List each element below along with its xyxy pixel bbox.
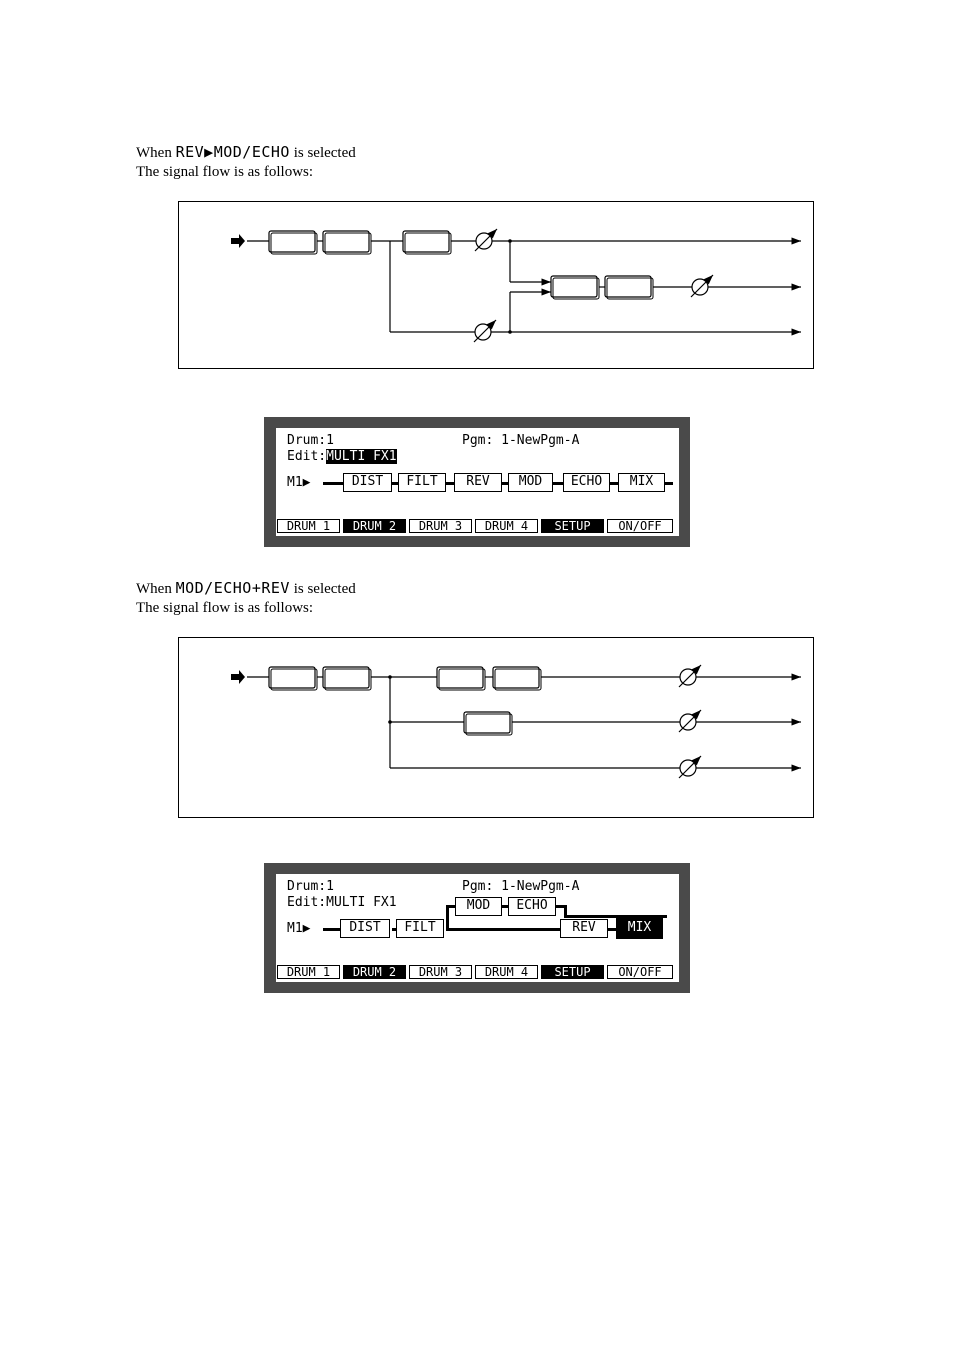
input-arrow-icon	[231, 670, 245, 684]
block-filt[interactable]: FILT	[398, 473, 446, 492]
edit-value[interactable]: MULTI FX1	[326, 895, 397, 910]
level-knob-icon	[692, 279, 708, 295]
flow-block	[605, 276, 651, 297]
level-knob-icon	[475, 324, 491, 340]
signal-flow-diagram-1	[178, 201, 814, 369]
signal-wire	[446, 928, 561, 931]
mode-name: REV▶MOD/ECHO	[175, 143, 290, 161]
edit-label: Edit:	[287, 449, 327, 464]
block-mod[interactable]: MOD	[455, 897, 502, 916]
softkey-drum-4[interactable]: DRUM 4	[475, 519, 538, 533]
level-knob-icon	[476, 233, 492, 249]
block-filt[interactable]: FILT	[396, 919, 444, 938]
caption-rev-mod-echo	[136, 143, 356, 182]
softkey-on-off[interactable]: ON/OFF	[607, 519, 673, 533]
softkey-setup[interactable]: SETUP	[541, 965, 604, 979]
drum-label: Drum:1	[287, 433, 334, 448]
flow-diagram-1-svg	[179, 202, 815, 370]
block-dist[interactable]: DIST	[340, 919, 390, 938]
flow-block	[403, 231, 449, 252]
caption-line2: The signal flow is as follows:	[136, 164, 314, 180]
block-mix[interactable]: MIX	[616, 917, 663, 939]
softkey-drum-2[interactable]: DRUM 2	[343, 519, 406, 533]
flow-block	[493, 667, 539, 688]
input-label: M1▶	[287, 921, 311, 936]
input-arrow-icon	[231, 234, 245, 248]
lcd-display-2	[276, 874, 679, 982]
level-knob-icon	[680, 714, 696, 730]
softkey-drum-1[interactable]: DRUM 1	[277, 519, 340, 533]
edit-value[interactable]: MULTI FX1	[326, 449, 397, 464]
softkey-drum-3[interactable]: DRUM 3	[409, 965, 472, 979]
block-dist[interactable]: DIST	[343, 473, 392, 492]
caption-suffix: is selected	[289, 581, 356, 597]
program-label: Pgm: 1-NewPgm-A	[462, 433, 580, 448]
caption-suffix: is selected	[289, 145, 356, 161]
flow-block	[551, 276, 597, 297]
flow-block	[269, 231, 315, 252]
flow-block	[323, 667, 369, 688]
block-mix[interactable]: MIX	[618, 473, 665, 492]
block-echo[interactable]: ECHO	[563, 473, 610, 492]
block-rev[interactable]: REV	[454, 473, 502, 492]
softkey-drum-1[interactable]: DRUM 1	[277, 965, 340, 979]
softkey-drum-3[interactable]: DRUM 3	[409, 519, 472, 533]
edit-row	[287, 449, 397, 464]
signal-flow-diagram-2	[178, 637, 814, 818]
softkey-setup[interactable]: SETUP	[541, 519, 604, 533]
mode-name: MOD/ECHO+REV	[175, 579, 290, 597]
flow-block	[269, 667, 315, 688]
caption-prefix: When	[136, 145, 176, 161]
flow-diagram-2-svg	[179, 638, 815, 819]
block-rev[interactable]: REV	[560, 919, 608, 938]
drum-label: Drum:1	[287, 879, 334, 894]
edit-row	[287, 895, 397, 910]
level-knob-icon	[680, 760, 696, 776]
caption-prefix: When	[136, 581, 176, 597]
caption-line2: The signal flow is as follows:	[136, 600, 314, 616]
block-echo[interactable]: ECHO	[508, 897, 556, 916]
block-mod[interactable]: MOD	[508, 473, 553, 492]
softkey-drum-4[interactable]: DRUM 4	[475, 965, 538, 979]
edit-label: Edit:	[287, 895, 327, 910]
flow-block	[464, 712, 510, 733]
softkey-on-off[interactable]: ON/OFF	[607, 965, 673, 979]
flow-block	[323, 231, 369, 252]
caption-mod-echo-rev	[136, 579, 356, 618]
program-label: Pgm: 1-NewPgm-A	[462, 879, 580, 894]
lcd-display-1	[276, 428, 679, 536]
level-knob-icon	[680, 669, 696, 685]
lcd-screen-2	[264, 863, 690, 993]
softkey-drum-2[interactable]: DRUM 2	[343, 965, 406, 979]
input-label: M1▶	[287, 475, 311, 490]
flow-block	[437, 667, 483, 688]
lcd-screen-1	[264, 417, 690, 547]
